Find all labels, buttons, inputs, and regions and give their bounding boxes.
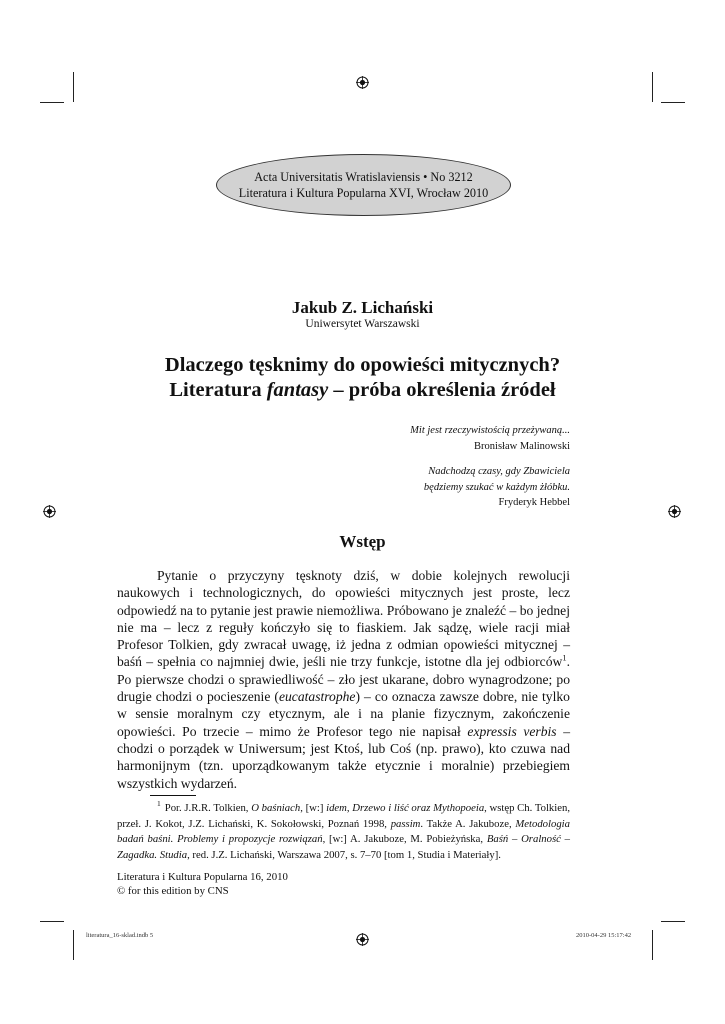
footnote-number: 1 <box>157 799 161 809</box>
crop-mark <box>652 72 653 102</box>
author-affiliation: Uniwersytet Warszawski <box>305 318 420 330</box>
crop-mark <box>40 102 64 103</box>
title-line-2: Literatura fantasy – próba określenia źródeł <box>169 379 556 401</box>
colophon-journal: Literatura i Kultura Popularna 16, 2010 <box>117 871 288 883</box>
paragraph: Pytanie o przyczyny tęsknoty dziś, w dobie kolejnych rewolucji naukowych i technologicznych, do opowieści mitycznych jest proste, lecz odpowiedź na to pytanie jest prawie niemożliwa. Próbowano je znaleźć – bo jednej nie ma – lecz z reguły kończyło się to fiaskiem. Jak sądzę, wiele racji miał Profesor Tolkien, gdy zwracał uwagę, iż jedna z odmian opowieści mitycznej – baśń – spełnia co najmniej dwie, jeśli nie trzy funkcje, istotne dla jej odbiorców$^1$. Po pierwsze chodzi o sprawiedliwość – zło jest ukarane, dobro wynagrodzone; po drugie chodzi o pocieszenie (eucatastrophe) – co oznacza zawsze dobre, nie tylko w sensie moralnym czy etycznym, ale i na planie fizycznym, zakończenie opowieści. Po trzecie – mimo że Profesor tego nie napisał expressis verbis – chodzi o porządek w Uniwersum; jest Ktoś, lub Coś (np. prawo), kto czuwa nad harmonijnym (tzn. uporządkowanym także etycznie i moralnie) przebiegiem wszystkich wydarzeń. <box>117 568 570 791</box>
title-emphasis: fantasy <box>266 379 329 401</box>
author-name: Jakub Z. Lichański <box>291 298 434 317</box>
journal-series-line: Acta Universitatis Wratislaviensis • No 3212 <box>254 170 473 184</box>
crop-mark <box>652 930 653 960</box>
registration-mark-icon <box>356 76 369 89</box>
crop-mark <box>661 102 685 103</box>
colophon-copyright: © for this edition by CNS <box>117 885 229 897</box>
crop-mark <box>40 921 64 922</box>
crop-mark <box>73 930 74 960</box>
slug-filename: literatura_16-sklad.indb 5 <box>86 932 154 939</box>
footnote-rule <box>150 795 196 796</box>
crop-mark <box>73 72 74 102</box>
epigraph-author: Bronisław Malinowski <box>474 440 570 452</box>
registration-mark-icon <box>43 505 56 518</box>
journal-header-oval <box>216 154 511 216</box>
registration-mark-icon <box>668 505 681 518</box>
epigraph-quote: będziemy szukać w każdym żłóbku. <box>423 481 570 493</box>
epigraph-1 <box>410 423 570 454</box>
epigraph-2 <box>424 464 570 511</box>
footnote <box>117 801 570 863</box>
body-text <box>117 567 570 792</box>
crop-mark <box>661 921 685 922</box>
slug-timestamp: 2010-04-29 15:17:42 <box>576 932 632 939</box>
section-heading: Wstęp <box>339 532 386 551</box>
journal-volume-line: Literatura i Kultura Popularna XVI, Wrocław 2010 <box>238 186 489 200</box>
title-line-1: Dlaczego tęsknimy do opowieści mitycznych? <box>164 354 561 376</box>
colophon <box>117 870 288 898</box>
registration-mark-icon <box>356 933 369 946</box>
footnote-ref: 1 <box>562 652 567 663</box>
epigraph-quote: Nadchodzą czasy, gdy Zbawiciela <box>428 466 570 477</box>
footnote-text: $^1$ Por. J.R.R. Tolkien, O baśniach, [w:] idem, Drzewo i liść oraz Mythopoeia, wstęp Ch. Tolkien, przeł. J. Kokot, J.Z. Lichański, K. Sokołowski, Poznań 1998, passim. Także A. Jakuboze, Metodologia badań baśni. Problemy i propozycje rozwiązań, [w:] A. Jakuboze, M. Pobieżyńska, Baśń – Oralność – Zagadka. Studia, red. J.Z. Lichański, Warszawa 2007, s. 7–70 [tom 1, Studia i Materiały]. <box>117 799 570 861</box>
article-title <box>0 353 725 403</box>
epigraph-quote: Mit jest rzeczywistością przeżywaną... <box>410 425 570 436</box>
epigraph-author: Fryderyk Hebbel <box>498 497 570 508</box>
